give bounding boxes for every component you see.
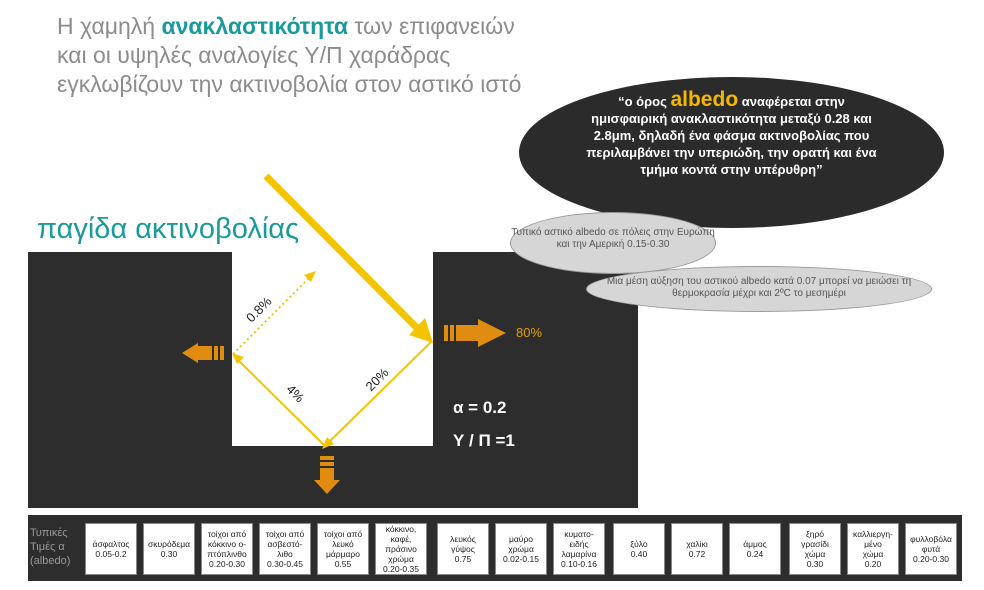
albedo-cell-name: φυλλοβόλα φυτά xyxy=(910,534,952,554)
arrow-80-right xyxy=(444,319,506,347)
albedo-cell-value: 0.30 xyxy=(806,559,824,569)
albedo-cell-value: 0.75 xyxy=(454,554,472,564)
albedo-cell xyxy=(553,523,605,575)
albedo-cell-name: σκυρόδεμα xyxy=(147,539,191,549)
height-width-ratio: Υ / Π =1 xyxy=(453,431,515,450)
albedo-cell-value: 0.02-0.15 xyxy=(503,554,539,564)
albedo-cell-name: ξηρό γρασίδι χώμα xyxy=(801,529,829,559)
albedo-cell-value: 0.05-0.2 xyxy=(95,549,127,559)
albedo-cell-value: 0.20-0.35 xyxy=(383,564,419,574)
albedo-cell-name: τοίχοι από λευκό μάρμαρο xyxy=(323,529,363,559)
title-line3: εγκλωβίζουν την ακτινοβολία στον αστικό ιστό xyxy=(57,71,522,97)
definition-rest: αναφέρεται στην ημισφαιρική ανακλαστικότητα μεταξύ 0.28 και 2.8μm, δηλαδή ένα φάσμα ακτινοβολίας που περιλαμβάνει την υπεριώδη, την ορατή και ένα τμήμα κοντά στην υπέρυθρη” xyxy=(586,94,877,177)
albedo-cell xyxy=(789,523,841,575)
albedo-cell xyxy=(613,523,665,575)
trap-title: παγίδα ακτινοβολίας xyxy=(37,213,300,245)
albedo-cell xyxy=(85,523,137,575)
ray-20 xyxy=(325,342,431,446)
albedo-table-header: Τυπικές Τιμές α (albedo) xyxy=(30,527,71,567)
albedo-cell-value: 0.20-0.30 xyxy=(209,559,245,569)
title-highlight: ανακλαστικότητα xyxy=(161,13,348,39)
title-line2: και οι υψηλές αναλογίες Υ/Π χαράδρας xyxy=(57,42,451,68)
ray-4-arrowhead xyxy=(232,353,244,364)
albedo-cell-value: 0.30 xyxy=(160,549,178,559)
title-part2: των επιφανειών xyxy=(347,13,515,39)
label-80-percent: 80% xyxy=(516,325,543,340)
albedo-cell-value: 0.72 xyxy=(688,549,706,559)
albedo-cell xyxy=(375,523,427,575)
albedo-cell xyxy=(437,523,489,575)
albedo-cell-value: 0.30-0.45 xyxy=(267,559,303,569)
label-4-percent: 4% xyxy=(283,381,308,406)
title-part1: Η χαμηλή xyxy=(57,13,162,39)
albedo-cell xyxy=(905,523,957,575)
albedo-cell-name: τοίχοι από κόκκινο ο- πτόπλινθο xyxy=(207,529,247,559)
typical-albedo-note: Τυπικό αστικό albedo σε πόλεις στην Ευρώπη και την Αμερική 0.15-0.30 xyxy=(510,212,716,274)
albedo-cell xyxy=(671,523,723,575)
albedo-cell-name: καλλιεργη- μένο χώμα xyxy=(853,529,893,559)
albedo-cell-name: ξύλο xyxy=(630,539,648,549)
albedo-cell xyxy=(201,523,253,575)
albedo-cell-value: 0.10-0.16 xyxy=(561,559,597,569)
albedo-cell xyxy=(729,523,781,575)
arrow-down xyxy=(314,456,340,494)
albedo-cell-value: 0.40 xyxy=(630,549,648,559)
albedo-cell xyxy=(259,523,311,575)
albedo-cell xyxy=(495,523,547,575)
albedo-cell-name: κόκκινο, καφέ, πράσινο χρώμα xyxy=(385,524,417,564)
albedo-cell xyxy=(143,523,195,575)
ray-4 xyxy=(234,356,325,446)
albedo-cell xyxy=(847,523,899,575)
albedo-cell-name: άσφαλτος xyxy=(92,539,130,549)
albedo-cell-name: άμμος xyxy=(743,539,767,549)
label-0-8-percent: 0.8% xyxy=(243,293,275,326)
albedo-cell xyxy=(317,523,369,575)
albedo-cell-value: 0.55 xyxy=(334,559,352,569)
albedo-cell-name: χαλίκι xyxy=(686,539,708,549)
albedo-cell-value: 0.20-0.30 xyxy=(913,554,949,564)
albedo-increase-note: Μια μέση αύξηση του αστικού albedo κατά 0.07 μπορεί να μειώσει τη θερμοκρασία μέχρι και 2ºC το μεσημέρι xyxy=(586,266,932,312)
albedo-cell-name: μαύρο χρώμα xyxy=(508,534,534,554)
albedo-cell-name: λευκός γύψος xyxy=(450,534,476,554)
definition-term: albedo xyxy=(670,88,739,111)
label-20-percent: 20% xyxy=(362,364,392,395)
incoming-ray xyxy=(266,176,420,331)
albedo-cell-value: 0.20 xyxy=(864,559,882,569)
albedo-cell-name: κυματο- ειδής λαμαρίνα xyxy=(561,529,597,559)
albedo-value: α = 0.2 xyxy=(453,398,507,417)
ray-08-arrowhead xyxy=(304,271,316,282)
definition-open: “ο όρος xyxy=(618,94,671,109)
arrow-left xyxy=(182,343,224,363)
albedo-cell-value: 0.24 xyxy=(746,549,764,559)
albedo-cell-name: τοίχοι από ασβεστό- λιθο xyxy=(265,529,305,559)
